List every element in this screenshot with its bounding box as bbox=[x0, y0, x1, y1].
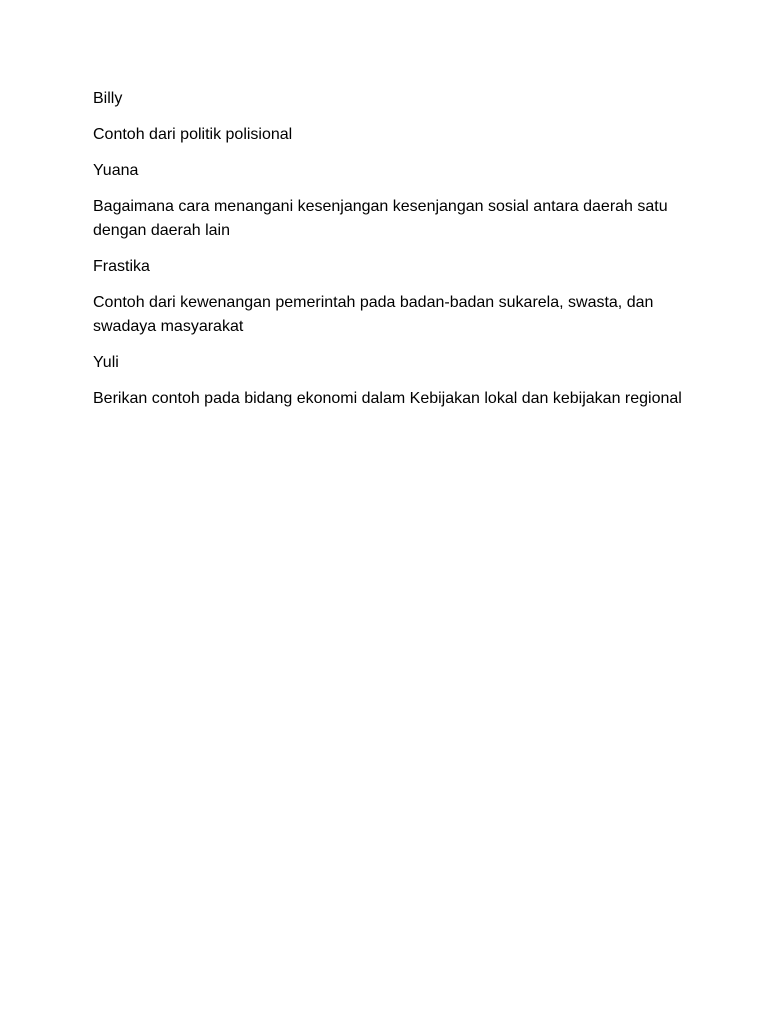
entry-name: Yuana bbox=[93, 162, 139, 179]
entry-question: Berikan contoh pada bidang ekonomi dalam Kebijakan lokal dan kebijakan regional bbox=[93, 390, 682, 407]
entry-name: Billy bbox=[93, 90, 123, 107]
entry-name: Yuli bbox=[93, 354, 119, 371]
entry-name: Frastika bbox=[93, 258, 150, 275]
document-body bbox=[93, 87, 693, 423]
entry-question: Contoh dari kewenangan pemerintah pada badan-badan sukarela, swasta, dan swadaya masyarakat bbox=[93, 294, 654, 335]
entry-question: Bagaimana cara menangani kesenjangan kesenjangan sosial antara daerah satu dengan daerah lain bbox=[93, 198, 668, 239]
entry-question: Contoh dari politik polisional bbox=[93, 126, 293, 143]
